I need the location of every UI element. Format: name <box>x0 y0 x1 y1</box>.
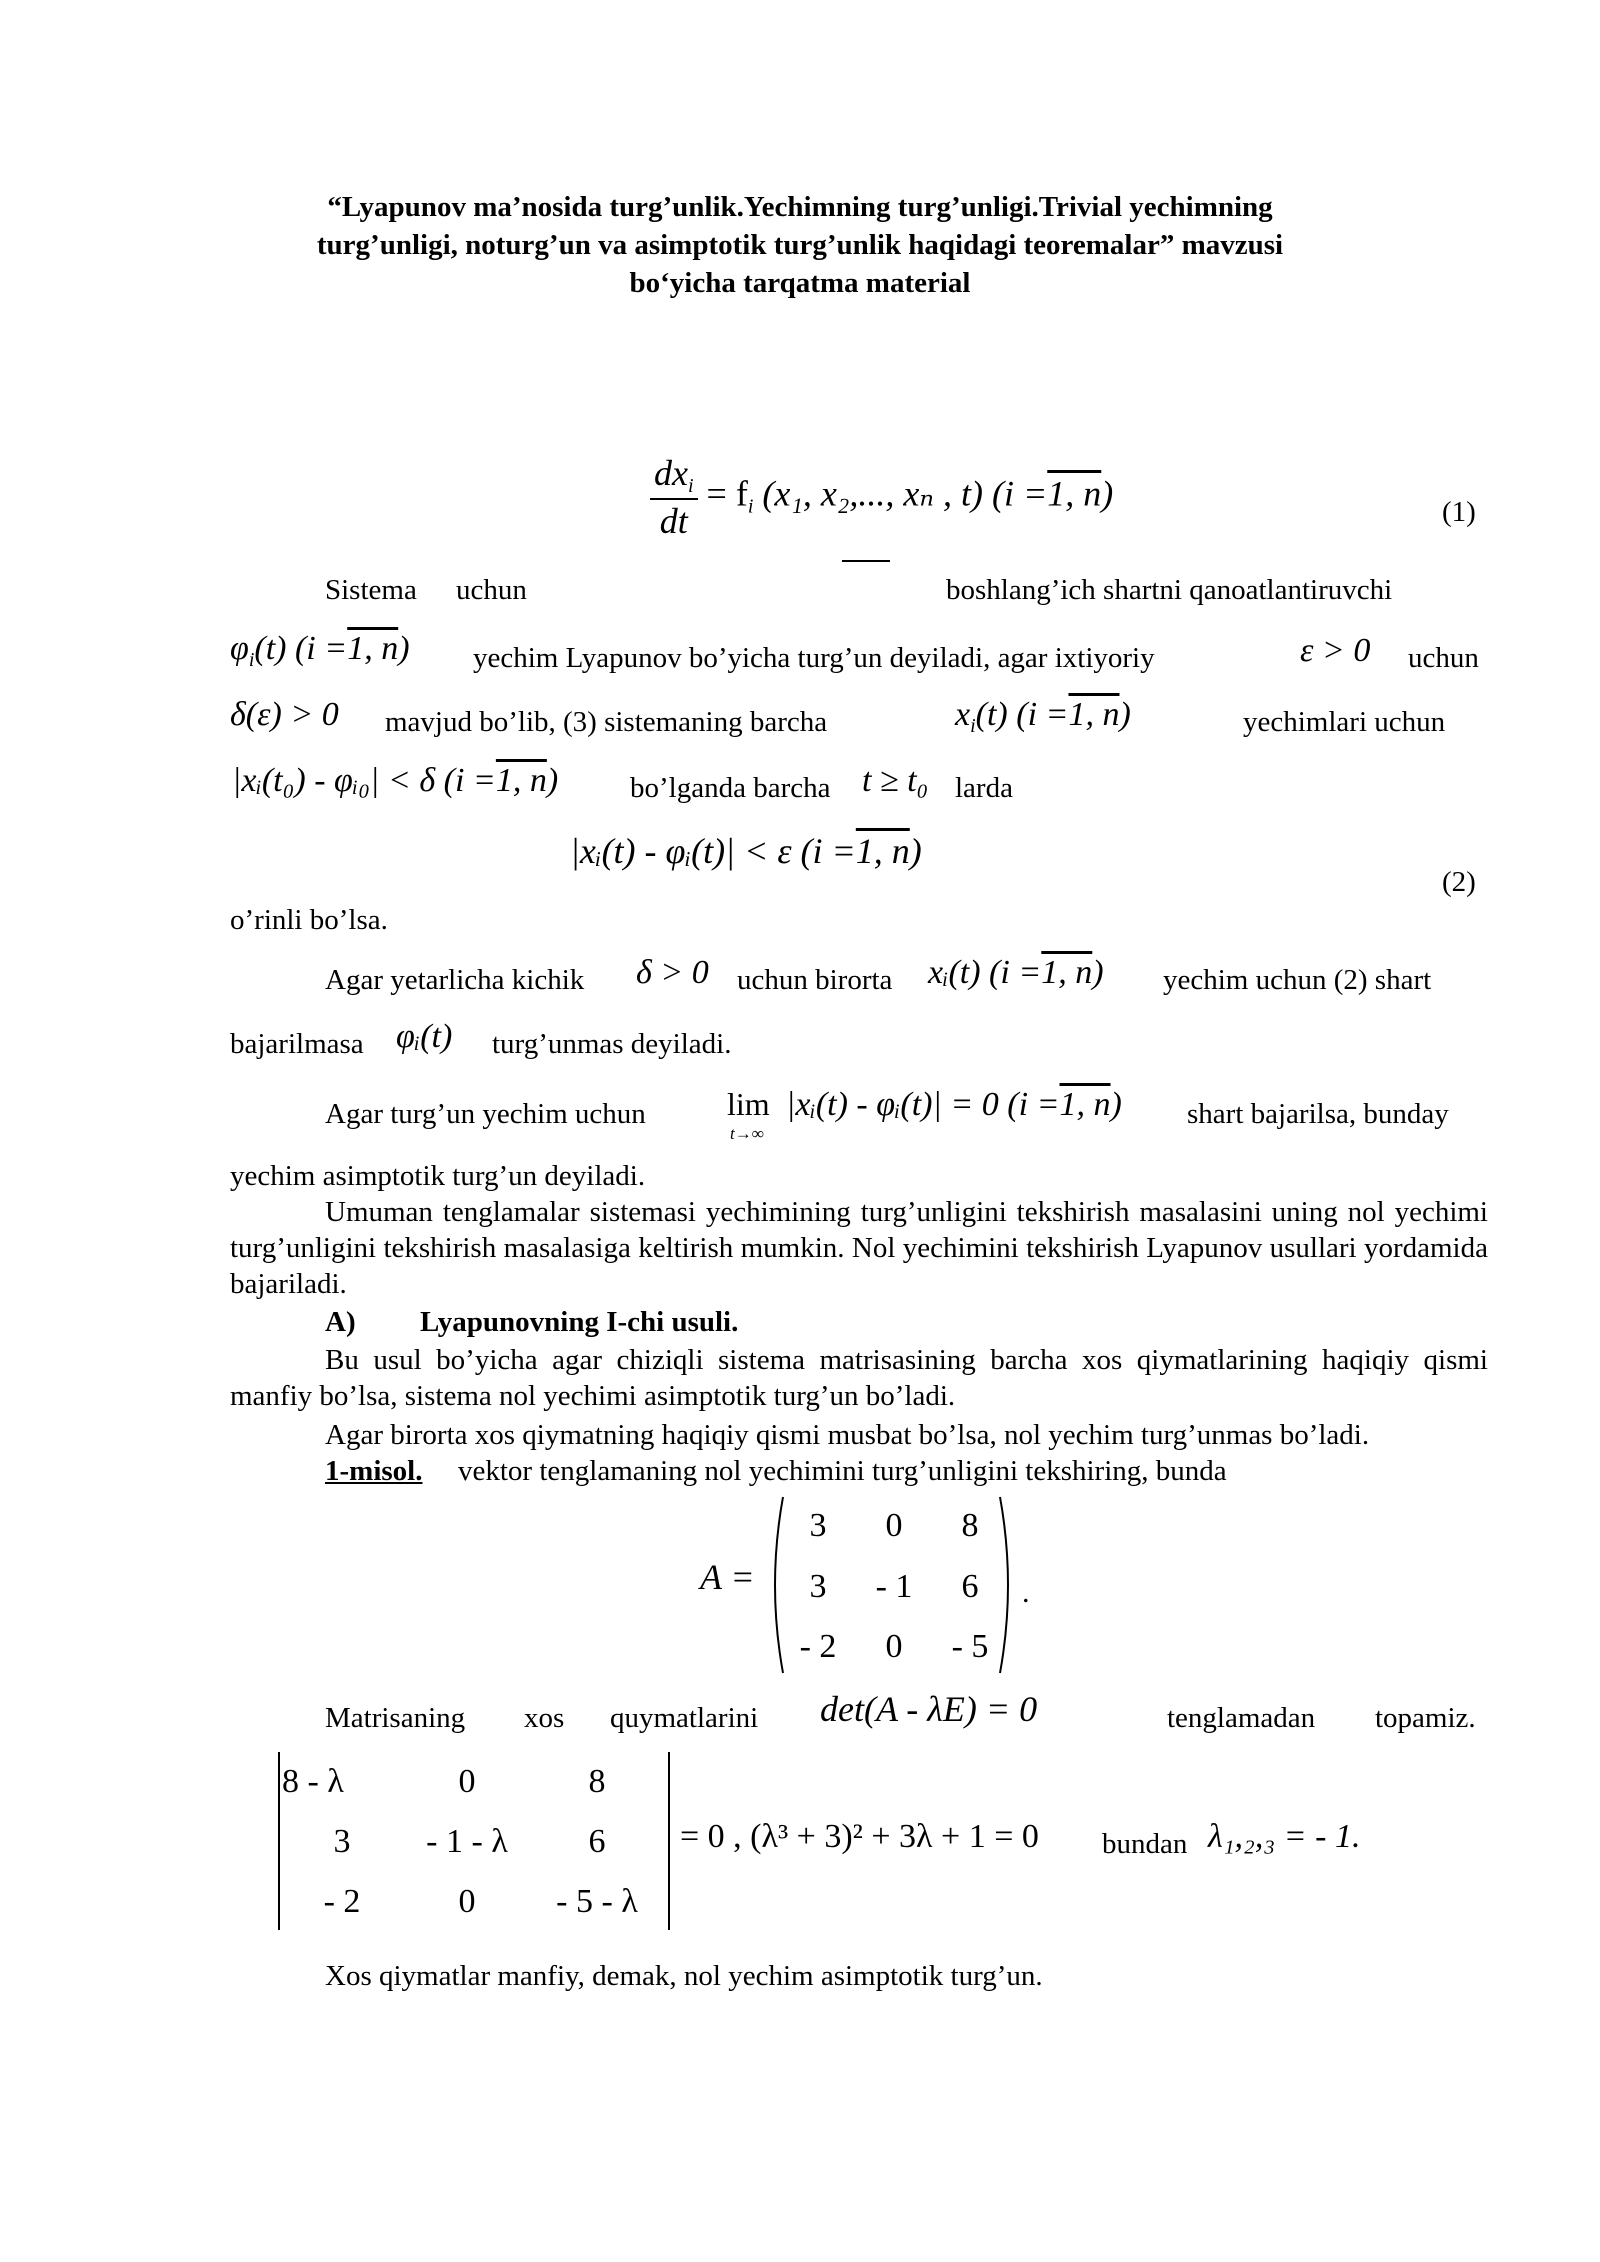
equation-1 <box>650 452 1113 542</box>
p4-text: bo’lganda barcha <box>630 772 831 804</box>
eq1-denominator: dt <box>659 501 688 541</box>
p14: Xos qiymatlar manfiy, demak, nol yechim asimptotik turg’un. <box>325 1960 1043 1992</box>
eq2-post: ) <box>909 831 922 871</box>
p8-main: |xᵢ(t) - φᵢ(t)| = 0 (i = <box>786 1086 1060 1123</box>
equation-2 <box>570 830 922 872</box>
title-line-1: “Lyapunov ma’nosida turg’unlik.Yechimning turg’unligi.Trivial yechimning <box>327 191 1273 223</box>
eq1-range-pre: (i = <box>991 473 1048 514</box>
matrix-cell: - 2 <box>799 1628 837 1665</box>
p2-eps: ε > 0 <box>1300 632 1371 669</box>
det-cell: 8 - λ <box>282 1763 344 1800</box>
matrix-a-row-2 <box>780 1557 1010 1617</box>
det-bundan: bundan <box>1102 1828 1188 1860</box>
det-equation: = 0 , (λ³ + 3)² + 3λ + 1 = 0 <box>680 1818 1039 1855</box>
x-sub: i <box>970 715 976 737</box>
p7-a: bajarilmasa <box>230 1028 364 1060</box>
p13-a: Matrisaning <box>325 1702 466 1734</box>
eq1-range-over: 1, n <box>1047 473 1102 514</box>
eq1-f-sub: i <box>747 495 754 518</box>
p4-cond: t ≥ t₀ <box>862 762 929 799</box>
phi-sub: i <box>248 649 255 671</box>
p13-d: tenglamadan <box>1167 1702 1316 1734</box>
det-row-2 <box>282 1812 662 1872</box>
phi-symbol: φ <box>230 630 249 667</box>
x-symbol: x <box>955 696 971 733</box>
p6-over: 1, n <box>1041 954 1093 991</box>
p2-text: yechim Lyapunov bo’yicha turg’un deyiladi, agar ixtiyoriy <box>473 642 1155 674</box>
p6-x: xᵢ(t) (i = <box>928 954 1042 991</box>
p9: yechim asimptotik turg’un deyiladi. <box>230 1160 646 1192</box>
p3-text: mavjud bo’lib, (3) sistemaning barcha <box>385 706 828 738</box>
p4-main: |xᵢ(t₀) - φᵢ₀| < δ (i = <box>232 762 496 799</box>
p8-a: Agar turg’un yechim uchun <box>325 1098 646 1130</box>
det-row-1 <box>282 1752 662 1812</box>
eq1-range-post: ) <box>1101 473 1114 514</box>
p4-post: ) <box>546 762 559 799</box>
det-right-bar <box>668 1752 670 1930</box>
matrix-a-row-1 <box>780 1495 1010 1557</box>
p13-e: topamiz. <box>1375 1702 1476 1734</box>
p8-post: ) <box>1110 1086 1122 1123</box>
p10: Umuman tenglamalar sistemasi yechimining turg’unligini tekshirish masalasini uning nol yechimi turg’unligini tekshirish masalasiga keltirish mumkin. Nol yechimini tekshirish Lyapunov usullari yordamida bajariladi. <box>230 1196 1488 1300</box>
page-title <box>250 188 1350 302</box>
det-cell: 6 <box>588 1823 606 1860</box>
det-cell: - 2 <box>323 1883 361 1920</box>
eq1-number: (1) <box>1442 496 1476 528</box>
det-cell: 0 <box>458 1883 476 1920</box>
p8-lim-sub: t→∞ <box>730 1124 764 1143</box>
p2-uchun: uchun <box>1408 642 1479 674</box>
p5: o’rinli bo’lsa. <box>230 904 388 936</box>
matrix-a-row-3 <box>780 1617 1010 1677</box>
matrix-cell: - 1 <box>875 1568 913 1605</box>
decorative-rule <box>842 560 890 562</box>
det-cell: 8 <box>588 1763 606 1800</box>
p6-b: uchun birorta <box>737 964 893 996</box>
phi-over: 1, n <box>347 630 399 667</box>
p2-phi-expr <box>230 630 410 672</box>
x-arg: (t) (i = <box>975 696 1069 733</box>
x-post: ) <box>1119 696 1131 733</box>
p13-c: quymatlarini <box>610 1702 759 1734</box>
p4-over: 1, n <box>495 762 547 799</box>
det-row-3 <box>282 1872 662 1932</box>
matrix-cell: 3 <box>809 1507 827 1544</box>
det-cell: - 5 - λ <box>556 1883 638 1920</box>
x-over: 1, n <box>1068 696 1120 733</box>
p3-x-expr <box>955 696 1131 738</box>
det-cell: 0 <box>458 1763 476 1800</box>
p6-delta: δ > 0 <box>636 954 709 991</box>
p3-delta: δ(ε) > 0 <box>230 696 339 733</box>
p8-expr <box>786 1086 1122 1124</box>
det-cell: - 1 - λ <box>426 1823 508 1860</box>
section-a-label: A) <box>325 1306 356 1338</box>
matrix-cell: 8 <box>961 1507 979 1544</box>
p7-phi: φᵢ(t) <box>396 1018 453 1055</box>
example-text: vektor tenglamaning nol yechimini turg’unligini tekshiring, bunda <box>458 1455 1227 1487</box>
p6-c: yechim uchun (2) shart <box>1163 964 1432 996</box>
phi-arg: (t) (i = <box>254 630 348 667</box>
p1-rest: boshlang’ich shartni qanoatlantiruvchi <box>946 574 1393 606</box>
p8-over: 1, n <box>1059 1086 1111 1123</box>
eq1-args: (x₁, x₂,..., xₙ , t) <box>762 473 983 514</box>
matrix-a-lhs: A = <box>700 1557 755 1597</box>
title-line-3: bo‘yicha tarqatma material <box>629 267 971 299</box>
p3-tail: yechimlari uchun <box>1243 706 1446 738</box>
p1-sistema: Sistema <box>325 574 417 606</box>
p6-a: Agar yetarlicha kichik <box>325 964 585 996</box>
eq2-main: |xᵢ(t) - φᵢ(t)| < ε (i = <box>570 831 856 871</box>
p12: Agar birorta xos qiymatning haqiqiy qismi musbat bo’lsa, nol yechim turg’unmas bo’ladi. <box>325 1419 1370 1451</box>
p7-b: turg’unmas deyiladi. <box>492 1028 732 1060</box>
matrix-cell: 0 <box>885 1628 903 1665</box>
eq2-over: 1, n <box>855 831 910 871</box>
section-a-title: Lyapunovning I-chi usuli. <box>420 1306 739 1338</box>
matrix-a-body <box>780 1495 1010 1677</box>
eq1-numerator: dx <box>654 453 688 493</box>
title-line-2: turg’unligi, noturg’un va asimptotik turg’unlik haqidagi teoremalar” mavzusi <box>316 229 1284 261</box>
p8-lim: lim <box>727 1086 770 1122</box>
matrix-a-dot: . <box>1022 1576 1030 1609</box>
det-body <box>282 1752 662 1932</box>
p4-larda: larda <box>955 772 1013 804</box>
p6-post: ) <box>1092 954 1104 991</box>
p6-x-expr <box>928 954 1104 992</box>
p1-uchun: uchun <box>456 574 527 606</box>
phi-post: ) <box>398 630 410 667</box>
p13-b: xos <box>524 1702 565 1734</box>
p11: Bu usul bo’yicha agar chiziqli sistema matrisasining barcha xos qiymatlarining haqiqiy qismi manfiy bo’lsa, sistema nol yechimi asimptotik turg’un bo’ladi. <box>230 1344 1488 1412</box>
matrix-cell: 0 <box>885 1507 903 1544</box>
p4-expr <box>232 762 558 800</box>
eq1-equals-f: = f <box>706 473 748 514</box>
eq1-numerator-sub: i <box>687 475 694 497</box>
p13-det: det(A - λE) = 0 <box>820 1689 1038 1729</box>
p8-b: shart bajarilsa, bunday <box>1187 1098 1449 1130</box>
example-label: 1-misol. <box>325 1455 423 1487</box>
det-left-bar <box>278 1752 280 1930</box>
matrix-cell: 6 <box>961 1568 979 1605</box>
matrix-cell: - 5 <box>951 1628 989 1665</box>
det-cell: 3 <box>333 1823 351 1860</box>
eq2-number: (2) <box>1442 866 1476 898</box>
matrix-cell: 3 <box>809 1568 827 1605</box>
det-result: λ₁,₂,₃ = - 1. <box>1208 1818 1361 1855</box>
